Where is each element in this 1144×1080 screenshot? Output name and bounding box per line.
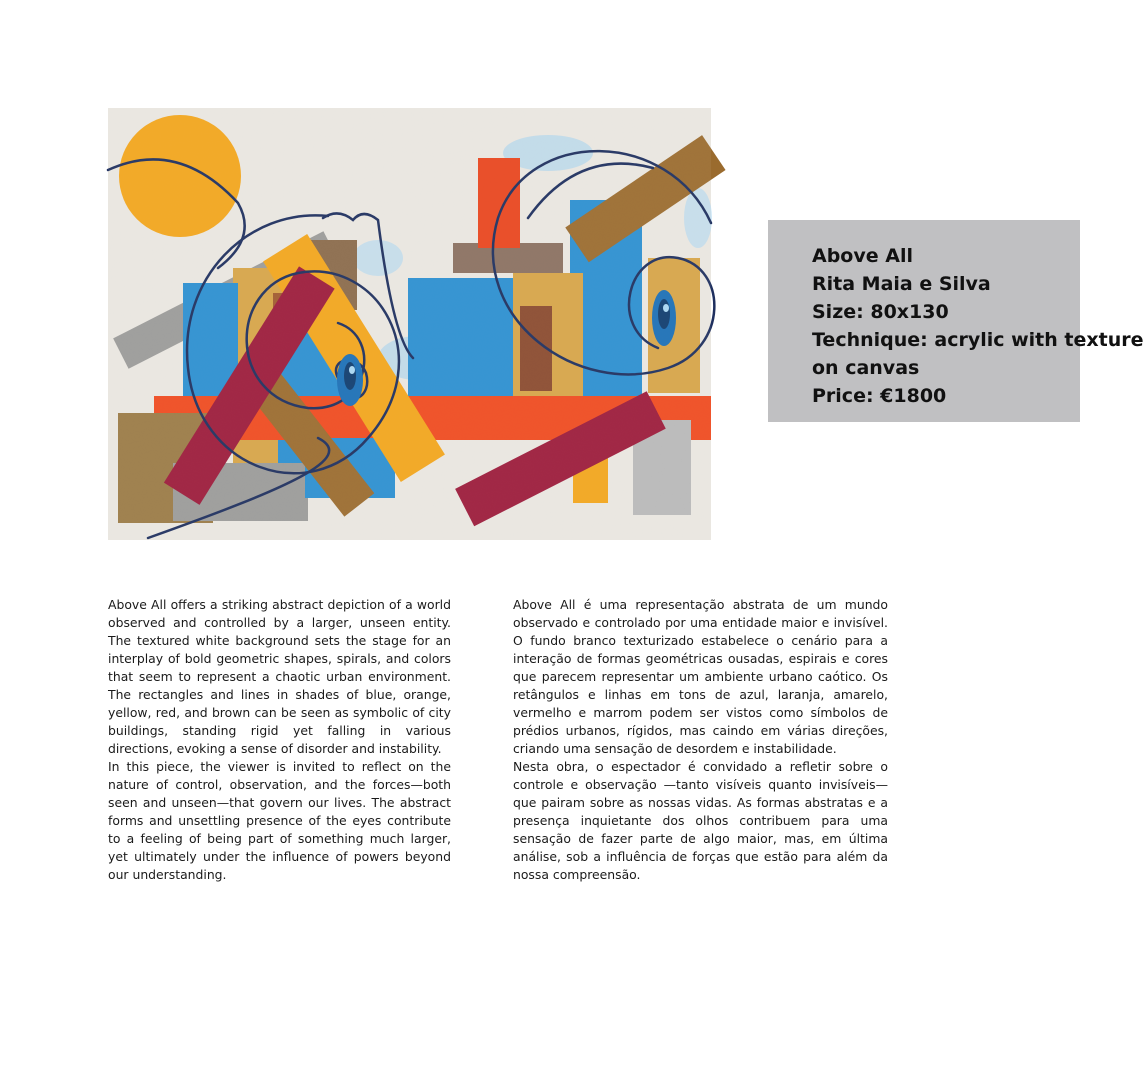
description-portuguese [513,596,888,884]
artwork-info-panel [768,220,1144,422]
artwork-technique: Technique: acrylic with texture [812,329,1144,351]
artwork-technique-continued: on canvas [812,357,920,379]
artwork-image [108,108,711,540]
description-pt-paragraph-2: Nesta obra, o espectador é convidado a refletir sobre o controle e observação —tanto visíveis quanto invisíveis— que pairam sobre as nossas vidas. As formas abstratas e a presença inquietante dos olhos contribuem para uma sensação de fazer parte de algo maior, mas, em última análise, sob a influência de forças que estão para além da nossa compreensão. [513,759,888,882]
artist-name: Rita Maia e Silva [812,273,991,295]
artwork-title: Above All [812,245,913,267]
artwork-size: Size: 80x130 [812,301,949,323]
artwork-price: Price: €1800 [812,385,947,407]
description-en-paragraph-1: Above All offers a striking abstract depiction of a world observed and controlled by a larger, unseen entity. The textured white background sets the stage for an interplay of bold geometric shapes, spirals, and colors that seem to represent a chaotic urban environment. The rectangles and lines in shades of blue, orange, yellow, red, and brown can be seen as symbolic of city buildings, standing rigid yet falling in various directions, evoking a sense of disorder and instability. [108,597,451,756]
description-en-paragraph-2: In this piece, the viewer is invited to reflect on the nature of control, observation, and the forces—both seen and unseen—that govern our lives. The abstract forms and unsettling presence of the eyes contribute to a feeling of being part of something much larger, yet ultimately under the influence of powers beyond our understanding. [108,759,451,882]
description-english [108,596,451,884]
description-pt-paragraph-1: Above All é uma representação abstrata de um mundo observado e controlado por uma entidade maior e invisível. O fundo branco texturizado estabelece o cenário para a interação de formas geométricas ousadas, espirais e cores que parecem representar um ambiente urbano caótico. Os retângulos e linhas em tons de azul, laranja, amarelo, vermelho e marrom podem ser vistos como símbolos de prédios urbanos, rígidos, mas caindo em várias direções, criando uma sensação de desordem e instabilidade. [513,597,888,756]
canvas-texture [108,108,711,540]
